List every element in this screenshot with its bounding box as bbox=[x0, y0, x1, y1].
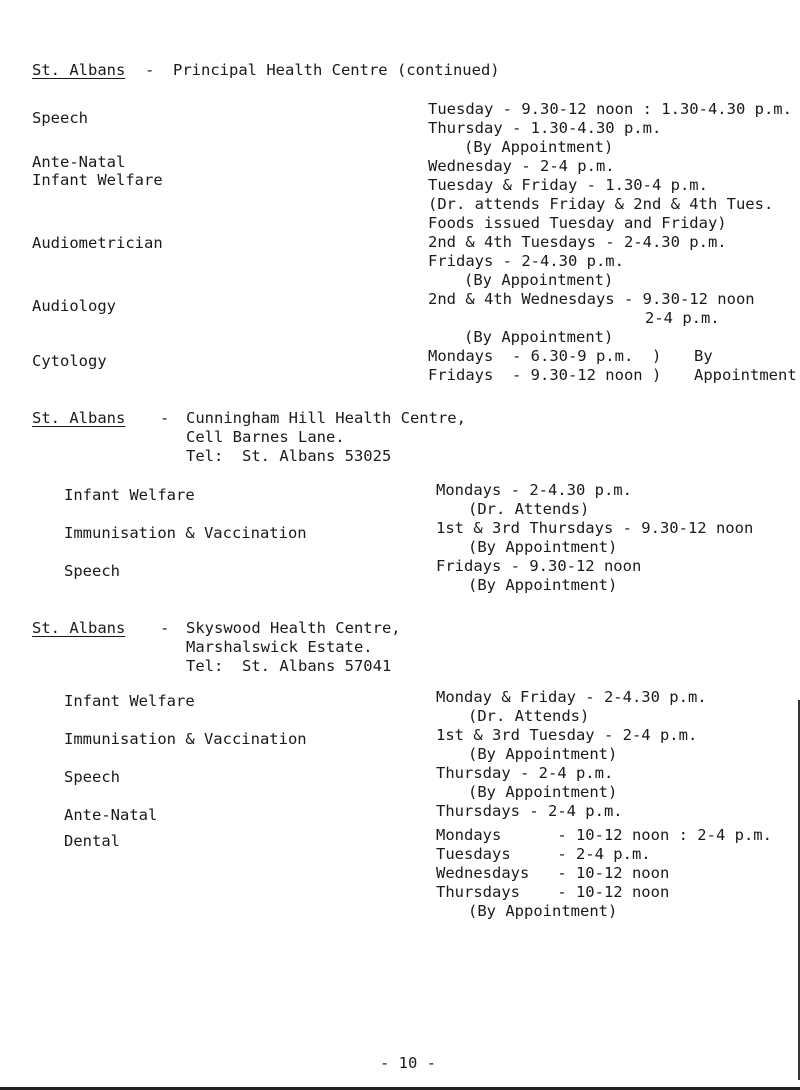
schedule-line: (By Appointment) bbox=[468, 745, 618, 763]
service-label: Ante-Natal bbox=[64, 806, 158, 824]
schedule-line: Thursdays - 2-4 p.m. bbox=[436, 802, 623, 820]
schedule-line: Wednesdays - 10-12 noon bbox=[436, 864, 670, 882]
schedule-line: Thursday - 1.30-4.30 p.m. bbox=[428, 119, 662, 137]
service-label: Speech bbox=[32, 109, 88, 127]
schedule-line: Mondays - 2-4.30 p.m. bbox=[436, 481, 632, 499]
service-label: Audiometrician bbox=[32, 234, 163, 252]
schedule-line: (By Appointment) bbox=[468, 538, 618, 556]
schedule-line: (Dr. Attends) bbox=[468, 707, 590, 725]
schedule-line: (Dr. attends Friday & 2nd & 4th Tues. bbox=[428, 195, 774, 213]
section-dash: - bbox=[160, 409, 170, 427]
centre-name: Skyswood Health Centre, bbox=[186, 619, 401, 637]
schedule-line: (By Appointment) bbox=[468, 783, 618, 801]
centre-phone: Tel: St. Albans 53025 bbox=[186, 447, 392, 465]
centre-address: Cell Barnes Lane. bbox=[186, 428, 345, 446]
schedule-line: (By Appointment) bbox=[464, 328, 614, 346]
service-label: Immunisation & Vaccination bbox=[64, 524, 307, 542]
service-label: Speech bbox=[64, 562, 120, 580]
schedule-line: (Dr. Attends) bbox=[468, 500, 590, 518]
schedule-line: Fridays - 9.30-12 noon ) bbox=[428, 366, 662, 384]
service-label: Cytology bbox=[32, 352, 107, 370]
schedule-line: Mondays - 6.30-9 p.m. ) bbox=[428, 347, 662, 365]
centre-name: Cunningham Hill Health Centre, bbox=[186, 409, 466, 427]
schedule-line: Fridays - 9.30-12 noon bbox=[436, 557, 642, 575]
section-place: St. Albans bbox=[32, 409, 126, 427]
schedule-line: 1st & 3rd Tuesday - 2-4 p.m. bbox=[436, 726, 698, 744]
service-label: Audiology bbox=[32, 297, 116, 315]
service-label: Speech bbox=[64, 768, 120, 786]
header-dash: - bbox=[145, 61, 155, 79]
schedule-line: Wednesday - 2-4 p.m. bbox=[428, 157, 615, 175]
section-place: St. Albans bbox=[32, 619, 126, 637]
schedule-line: Monday & Friday - 2-4.30 p.m. bbox=[436, 688, 707, 706]
schedule-line: Tuesdays - 2-4 p.m. bbox=[436, 845, 651, 863]
schedule-line: 1st & 3rd Thursdays - 9.30-12 noon bbox=[436, 519, 754, 537]
schedule-line: Tuesday - 9.30-12 noon : 1.30-4.30 p.m. bbox=[428, 100, 792, 118]
schedule-line: (By Appointment) bbox=[464, 271, 614, 289]
service-label: Infant Welfare bbox=[64, 486, 195, 504]
schedule-line: By bbox=[694, 347, 713, 365]
schedule-line: Foods issued Tuesday and Friday) bbox=[428, 214, 727, 232]
schedule-line: Appointment bbox=[694, 366, 797, 384]
schedule-line: 2-4 p.m. bbox=[645, 309, 720, 327]
service-label: Immunisation & Vaccination bbox=[64, 730, 307, 748]
page-number: - 10 - bbox=[380, 1054, 436, 1072]
schedule-line: 2nd & 4th Wednesdays - 9.30-12 noon bbox=[428, 290, 755, 308]
schedule-line: Thursday - 2-4 p.m. bbox=[436, 764, 614, 782]
schedule-line: Tuesday & Friday - 1.30-4 p.m. bbox=[428, 176, 708, 194]
service-label: Ante-Natal bbox=[32, 153, 126, 171]
schedule-line: Mondays - 10-12 noon : 2-4 p.m. bbox=[436, 826, 772, 844]
service-label: Dental bbox=[64, 832, 120, 850]
section-dash: - bbox=[160, 619, 170, 637]
schedule-line: (By Appointment) bbox=[464, 138, 614, 156]
header-title: Principal Health Centre (continued) bbox=[173, 61, 500, 79]
schedule-line: (By Appointment) bbox=[468, 576, 618, 594]
schedule-line: Fridays - 2-4.30 p.m. bbox=[428, 252, 624, 270]
centre-phone: Tel: St. Albans 57041 bbox=[186, 657, 392, 675]
schedule-line: 2nd & 4th Tuesdays - 2-4.30 p.m. bbox=[428, 233, 727, 251]
header-place: St. Albans bbox=[32, 61, 126, 79]
centre-address: Marshalswick Estate. bbox=[186, 638, 373, 656]
schedule-line: (By Appointment) bbox=[468, 902, 618, 920]
service-label: Infant Welfare bbox=[64, 692, 195, 710]
schedule-line: Thursdays - 10-12 noon bbox=[436, 883, 670, 901]
service-label: Infant Welfare bbox=[32, 171, 163, 189]
